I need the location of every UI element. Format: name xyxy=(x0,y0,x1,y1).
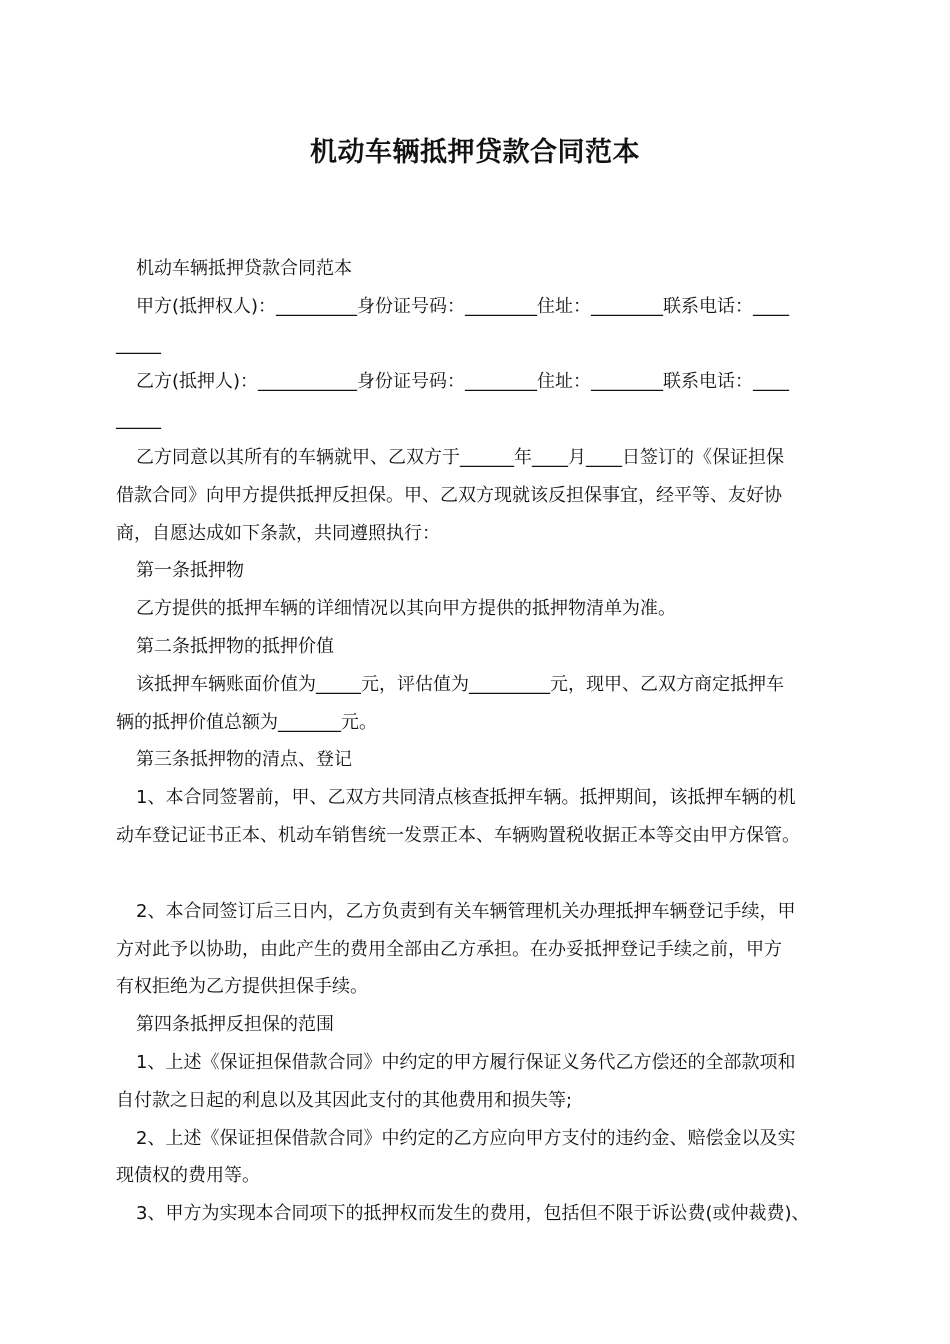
body-line-subtitle: 机动车辆抵押贷款合同范本 xyxy=(136,258,352,279)
document-title: 机动车辆抵押贷款合同范本 xyxy=(310,137,640,168)
body-line-party-a: 甲方(抵押权人)：_________身份证号码：________住址：________联系电话：____ xyxy=(136,295,790,317)
article-3-item-1-line-1: 1、本合同签署前，甲、乙双方共同清点核查抵押车辆。抵押期间，该抵押车辆的机 xyxy=(136,787,796,809)
body-line-preamble-1: 乙方同意以其所有的车辆就甲、乙双方于______年____月____日签订的《保证担保 xyxy=(136,446,784,468)
body-line-preamble-2: 借款合同》向甲方提供抵押反担保。甲、乙双方现就该反担保事宜，经平等、友好协 xyxy=(116,484,782,506)
article-3-item-2-line-1: 2、本合同签订后三日内，乙方负责到有关车辆管理机关办理抵押车辆登记手续，甲 xyxy=(136,900,796,922)
body-line-party-b: 乙方(抵押人)：___________身份证号码：________住址：________联系电话：____ xyxy=(136,371,790,393)
article-1-text: 乙方提供的抵押车辆的详细情况以其向甲方提供的抵押物清单为准。 xyxy=(136,598,676,620)
body-line-preamble-3: 商，自愿达成如下条款，共同遵照执行： xyxy=(116,522,440,544)
article-4-item-1-line-2: 自付款之日起的利息以及其因此支付的其他费用和损失等; xyxy=(116,1089,573,1111)
article-2-heading: 第二条抵押物的抵押价值 xyxy=(136,635,334,657)
article-4-item-2-line-1: 2、上述《保证担保借款合同》中约定的乙方应向甲方支付的违约金、赔偿金以及实 xyxy=(136,1127,796,1149)
article-3-item-2-line-3: 有权拒绝为乙方提供担保手续。 xyxy=(116,976,368,998)
article-4-item-2-line-2: 现债权的费用等。 xyxy=(116,1165,260,1187)
article-3-heading: 第三条抵押物的清点、登记 xyxy=(136,749,352,771)
article-3-item-2-line-2: 方对此予以协助，由此产生的费用全部由乙方承担。在办妥抵押登记手续之前，甲方 xyxy=(116,938,782,960)
body-line-party-a-continued: _____ xyxy=(116,333,161,355)
article-1-heading: 第一条抵押物 xyxy=(136,560,244,582)
body-line-party-b-continued: _____ xyxy=(116,409,161,431)
paragraph-gap xyxy=(116,855,856,893)
document-body xyxy=(116,250,856,1233)
article-4-heading: 第四条抵押反担保的范围 xyxy=(136,1014,334,1036)
article-2-text-2: 辆的抵押价值总额为_______元。 xyxy=(116,711,377,733)
article-3-item-1-line-2: 动车登记证书正本、机动车销售统一发票正本、车辆购置税收据正本等交由甲方保管。 xyxy=(116,824,800,846)
article-2-text-1: 该抵押车辆账面价值为_____元，评估值为_________元，现甲、乙双方商定抵押车 xyxy=(136,673,784,695)
article-4-item-3-line-1: 3、甲方为实现本合同项下的抵押权而发生的费用，包括但不限于诉讼费(或仲裁费)、 xyxy=(136,1203,810,1225)
article-4-item-1-line-1: 1、上述《保证担保借款合同》中约定的甲方履行保证义务代乙方偿还的全部款项和 xyxy=(136,1051,796,1073)
